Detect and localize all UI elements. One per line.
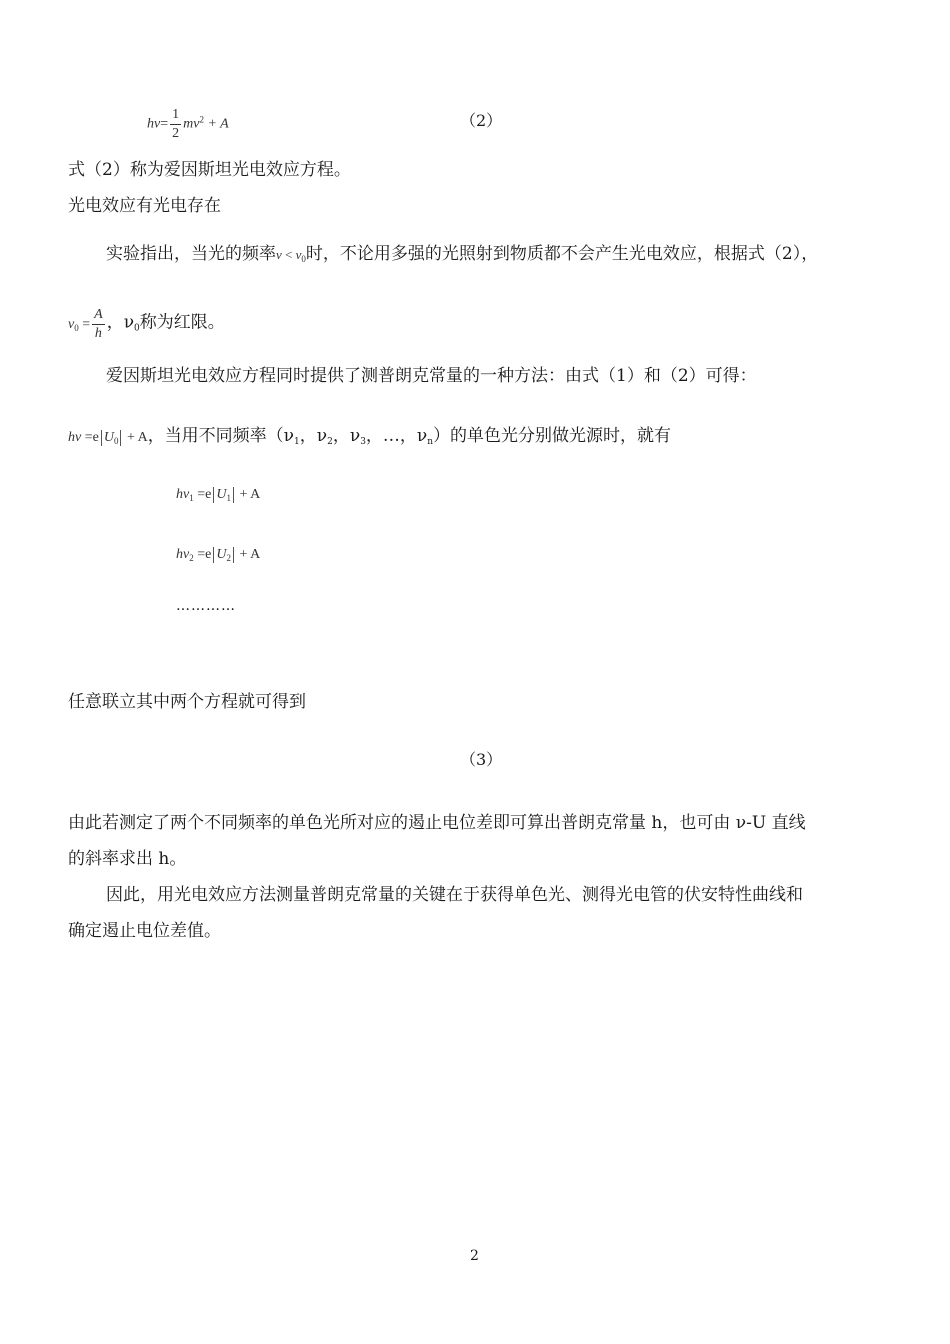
equation-row [176,487,260,503]
eq-row1-lhs: hν [176,487,190,503]
eq-row2-lhs: hν [176,547,190,563]
para1-sub0: 0 [301,254,306,264]
redlimit-v: ν [68,316,75,332]
eq-row2-eq: =e [193,547,212,563]
redlimit-fraction [92,306,105,343]
paragraph-conclusion-line1: 因此，用光电效应方法测量普朗克常量的关键在于获得单色光、测得光电管的伏安特性曲线和 [106,885,803,905]
paragraph-line2: 光电效应有光电存在 [68,196,221,216]
eqline-sub-2: 2 [327,437,333,447]
eqline-eq: =e [81,430,99,445]
para1-v0: ν [295,247,302,262]
eq-row1-eq: =e [193,487,212,503]
eqline-comma-1: ，ν [299,426,328,446]
eq2-plus-a: + A [207,116,229,132]
eqline-comma-3: ，…，ν [365,426,428,446]
eq-row2-u: U [216,547,227,563]
redlimit-den: h [94,326,102,341]
paragraph-threshold [106,244,818,269]
eq-row1-sub: 1 [189,493,194,504]
eqline-u: U [103,430,114,445]
eq2-exponent: 2 [199,114,204,125]
para1-after: 时，不论用多强的光照射到物质都不会产生光电效应，根据式（2）， [305,244,819,264]
eqline-sub-n: n [427,437,434,447]
redlimit-num: A [92,306,105,325]
para1-v: ν [276,247,282,262]
eq2-frac-num: 1 [170,106,181,125]
paragraph-planck-line2: 的斜率求出 h。 [68,849,187,869]
equation-2 [147,106,229,143]
eqline-sub-1: 1 [294,437,300,447]
eq-row2-plus: + A [235,547,261,563]
red-limit-line [68,306,225,343]
page-number: 2 [470,1248,479,1264]
redlimit-eq: = [78,316,91,332]
eqline-plus: + A [123,430,148,445]
eqline-sub-3: 3 [360,437,366,447]
eq2-label: （2） [460,111,503,130]
eq2-equals: = [160,116,169,132]
eq-row2-u-sub: 2 [226,553,231,564]
paragraph-conclusion-line2: 确定遏止电位差值。 [68,921,221,941]
paragraph-method: 爱因斯坦光电效应方程同时提供了测普朗克常量的一种方法：由式（1）和（2）可得： [106,366,757,386]
eq-row1-u-sub: 1 [226,493,231,504]
eq2-mv: mv [183,116,200,132]
eq3-label: （3） [460,750,503,769]
eqline-u-sub: 0 [113,436,119,446]
general-equation-line [68,426,671,447]
ellipsis-dots: ………… [176,598,236,614]
equation-row [176,547,260,563]
eq-row1-plus: + A [235,487,261,503]
paragraph-line1: 式（2）称为爱因斯坦光电效应方程。 [68,160,351,180]
redlimit-v0: ν [123,312,135,333]
para1-before: 实验指出，当光的频率 [106,244,276,264]
eqline-text-a: 当用不同频率（ν [164,426,295,446]
redlimit-text: 称为红限。 [139,312,225,333]
eq-row1-u: U [216,487,227,503]
redlimit-v0-sub: 0 [134,323,140,334]
paragraph-combine: 任意联立其中两个方程就可得到 [68,692,306,712]
redlimit-sub: 0 [74,322,79,333]
eqline-lhs: hν [68,430,82,445]
eqline-sep: ， [147,426,165,446]
para1-lt: < [281,247,296,262]
eq2-frac-den: 2 [172,126,180,141]
eqline-comma-2: ，ν [332,426,361,446]
eqline-text-b: ）的单色光分别做光源时，就有 [433,426,672,446]
eq2-lhs: hν [147,116,161,132]
eq-row2-sub: 2 [189,553,194,564]
redlimit-sep: ， [106,312,124,333]
paragraph-planck-line1: 由此若测定了两个不同频率的单色光所对应的遏止电位差即可算出普朗克常量 h，也可由 ν-U 直线 [68,813,806,833]
eq2-fraction [170,106,181,143]
